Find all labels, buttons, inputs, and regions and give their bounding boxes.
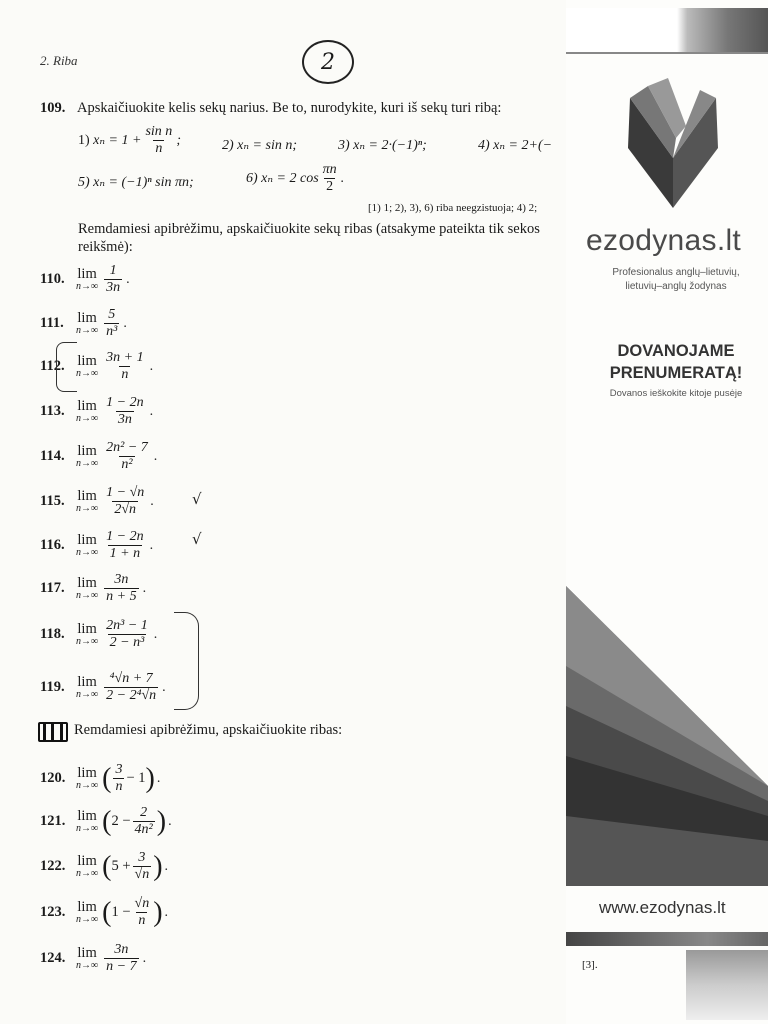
problem-114: 114. lim n→∞ $\frac{\text{2n² − 7}}{\text{n²}}$ .: [40, 440, 158, 473]
handwritten-check-icon: √: [192, 530, 202, 548]
limit-operator: lim n→∞: [76, 531, 99, 559]
website-link[interactable]: www.ezodynas.lt: [599, 898, 726, 917]
fraction: $\frac{5}{\text{n³}}$: [106, 307, 118, 340]
fraction: $\frac{3n}{n + 5}$: [106, 572, 137, 605]
decorative-band: [566, 8, 768, 54]
promo-subtext: Dovanos ieškokite kitoje pusėje: [609, 388, 743, 399]
handwritten-bracket: [56, 342, 77, 392]
limit-operator: lim n→∞: [76, 309, 99, 337]
answer-note: [1) 1; 2), 3), 6) riba neegzistuoja; 4) 2;: [368, 202, 538, 214]
problem-number: 109.: [40, 100, 66, 116]
fraction: $\frac{\text{⁴√n + 7}}{\text{2 − 2⁴√n}}$: [106, 671, 157, 704]
limit-operator: lim n→∞: [76, 898, 99, 926]
fraction: $\frac{\pi n}{2}$: [322, 162, 337, 195]
handwritten-page-mark: 2: [302, 40, 354, 84]
advertisement-bookmark: [566, 0, 768, 1024]
problem-112: 112. lim n→∞ $\frac{3n + 1}{n}$ .: [40, 350, 154, 383]
problem-120: 120. lim n→∞ ( $\frac{3}{n}$ − 1 ) .: [40, 762, 161, 795]
limit-operator: lim n→∞: [76, 673, 99, 701]
problem-109: [40, 100, 580, 117]
sequence-5: 5) xₙ = (−1)ⁿ sin πn;: [78, 175, 194, 190]
brand-logo-text: ezodynas.lt: [586, 224, 742, 257]
abstract-graphic: [566, 586, 768, 886]
limit-operator: lim n→∞: [76, 352, 99, 380]
problem-123: 123. lim n→∞ ( 1 − $\frac{√n}{n}$ ) .: [40, 896, 169, 929]
fraction: $\frac{3n}{n - 7}$: [106, 942, 137, 975]
fraction: $\frac{3}{√n}$: [134, 850, 150, 883]
limit-operator: lim n→∞: [76, 487, 99, 515]
problem-115: 115. lim n→∞ $\frac{1 - √n}{2√n}$ .: [40, 485, 154, 518]
decorative-band: [566, 932, 768, 946]
problem-111: 111. lim n→∞ $\frac{5}{\text{n³}}$ .: [40, 307, 127, 340]
book-logo-icon: [618, 78, 728, 216]
fraction: $\frac{√n}{n}$: [134, 896, 150, 929]
section-header: 2. Riba: [40, 53, 78, 68]
limit-operator: lim n→∞: [76, 442, 99, 470]
fraction: $\frac{1}{3n}$: [106, 263, 121, 296]
limit-operator: lim n→∞: [76, 620, 99, 648]
problem-113: 113. lim n→∞ $\frac{1 - 2n}{3n}$ .: [40, 395, 154, 428]
problem-117: 117. lim n→∞ $\frac{3n}{n + 5}$ .: [40, 572, 147, 605]
sequence-3: 3) xₙ = 2·(−1)ⁿ;: [338, 138, 427, 153]
limit-operator: lim n→∞: [76, 764, 99, 792]
fraction: $\frac{1 - 2n}{3n}$: [106, 395, 144, 428]
level-3-icon: [38, 722, 68, 742]
sequence-2: 2) xₙ = sin n;: [222, 138, 297, 153]
page-reference: [3].: [582, 959, 598, 971]
decorative-band: [686, 950, 768, 1020]
limit-operator: lim n→∞: [76, 944, 99, 972]
fraction: $\frac{\text{2n² − 7}}{\text{n²}}$: [106, 440, 148, 473]
fraction: $\frac{\text{2n³ − 1}}{\text{2 − n³}}$: [106, 618, 148, 651]
limit-operator: lim n→∞: [76, 265, 99, 293]
problem-119: 119. lim n→∞ $\frac{\text{⁴√n + 7}}{\text{2 − 2⁴√n}}$ .: [40, 671, 166, 704]
problem-text: Apskaičiuokite kelis sekų narius. Be to, nurodykite, kuri iš sekų turi ribą:: [77, 100, 502, 116]
fraction: $\frac{1 - √n}{2√n}$: [106, 485, 145, 518]
sequence-6: 6) xₙ = 2 cos $\frac{\pi n}{2}$ .: [246, 162, 345, 195]
problem-118: 118. lim n→∞ $\frac{\text{2n³ − 1}}{\text{2 − n³}}$ .: [40, 618, 158, 651]
instruction-line-1: Remdamiesi apibrėžimu, apskaičiuokite sekų ribas (atsakyme pateikta tik sekos: [78, 221, 540, 237]
fraction: $\frac{1 - 2n}{1 + n}$: [106, 529, 144, 562]
limit-operator: lim n→∞: [76, 397, 99, 425]
fraction: $\frac{\text{sin n}}{n}$: [145, 124, 173, 157]
handwritten-check-icon: √: [192, 490, 202, 508]
limit-operator: lim n→∞: [76, 574, 99, 602]
sequence-4: 4) xₙ = 2+(−: [478, 138, 553, 153]
sequence-1: 1) xₙ = 1 + $\frac{\text{sin n}}{n}$ ;: [78, 124, 181, 157]
fraction: $\frac{2}{\text{4n²}}$: [134, 805, 153, 838]
problem-124: 124. lim n→∞ $\frac{3n}{n - 7}$ .: [40, 942, 147, 975]
handwritten-bracket: [174, 612, 199, 710]
problem-122: 122. lim n→∞ ( 5 + $\frac{3}{√n}$ ) .: [40, 850, 169, 883]
problem-116: 116. lim n→∞ $\frac{1 - 2n}{1 + n}$ .: [40, 529, 154, 562]
divider: [566, 52, 768, 54]
instruction-line-2: reikšmė):: [78, 239, 133, 255]
limit-operator: lim n→∞: [76, 852, 99, 880]
problem-121: 121. lim n→∞ ( 2 − $\frac{2}{\text{4n²}}$ ) .: [40, 805, 172, 838]
fraction: $\frac{3n + 1}{n}$: [106, 350, 144, 383]
limit-operator: lim n→∞: [76, 807, 99, 835]
fraction: $\frac{3}{n}$: [115, 762, 123, 795]
brand-tagline: Profesionalus anglų–lietuvių, lietuvių–anglų žodynas: [612, 267, 740, 292]
problem-110: 110. lim n→∞ $\frac{1}{3n}$ .: [40, 263, 130, 296]
promo-heading: DOVANOJAME PRENUMERATĄ!: [609, 342, 743, 382]
section-3-instruction: Remdamiesi apibrėžimu, apskaičiuokite ribas:: [74, 722, 343, 738]
